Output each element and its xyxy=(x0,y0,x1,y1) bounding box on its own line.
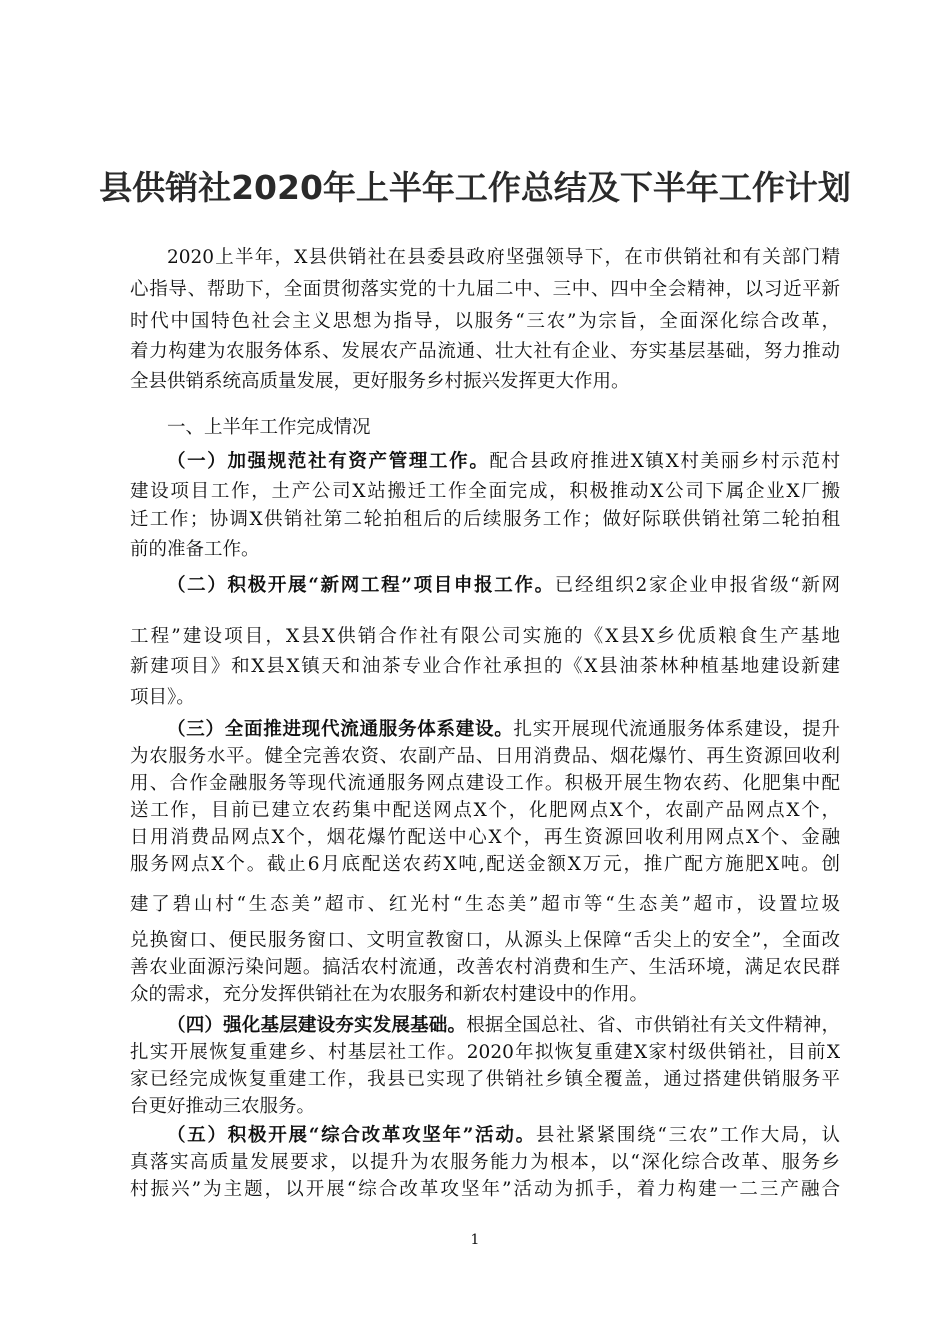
item-2-text: 已经组织2家企业申报省级“新网 xyxy=(554,575,840,596)
document-title: 县供销社2020年上半年工作总结及下半年工作计划 xyxy=(99,168,851,207)
intro-line: 着力构建为农服务体系、发展农产品流通、壮大社有企业、夯实基层基础，努力推动 xyxy=(130,341,840,362)
item-2-paragraph xyxy=(130,570,840,714)
item-3-line: 善农业面源污染问题。搞活农村流通，改善农村消费和生产、生活环境，满足农民群 xyxy=(130,957,840,978)
item-2-heading: （二）积极开展“新网工程”项目申报工作。 xyxy=(167,575,555,596)
item-1-text: 配合县政府推进X镇X村美丽乡村示范村 xyxy=(489,451,840,472)
intro-paragraph xyxy=(130,242,840,398)
item-3-line: 众的需求，充分发挥供销社在为农服务和新农村建设中的作用。 xyxy=(130,984,649,1005)
item-4-line xyxy=(130,1012,840,1039)
item-3-line xyxy=(130,716,840,743)
item-4-heading: （四）强化基层建设夯实发展基础。 xyxy=(167,1015,467,1036)
intro-line: 心指导、帮助下，全面贯彻落实党的十九届二中、三中、四中全会精神，以习近平新 xyxy=(130,279,840,300)
item-2-line: 新建项目》和X县X镇天和油茶专业合作社承担的《X县油茶林种植基地建设新建 xyxy=(130,656,840,677)
item-4-line: 台更好推动三农服务。 xyxy=(130,1096,316,1117)
item-4-text: 根据全国总社、省、市供销社有关文件精神， xyxy=(466,1015,840,1036)
item-3-line: 建了碧山村“生态美”超市、红光村“生态美”超市等“生态美”超市，设置垃圾 xyxy=(130,894,840,915)
item-1-paragraph xyxy=(130,446,840,566)
item-3-line: 用、合作金融服务等现代流通服务网点建设工作。积极开展生物农药、化肥集中配 xyxy=(130,773,840,794)
section-heading: 一、上半年工作完成情况 xyxy=(167,417,371,438)
item-2-line xyxy=(130,570,840,622)
page-number: 1 xyxy=(470,1232,480,1248)
item-5-text: 县社紧紧围绕“三农”工作大局，认 xyxy=(535,1125,840,1146)
item-3-heading: （三）全面推进现代流通服务体系建设。 xyxy=(167,719,514,740)
item-3-paragraph xyxy=(130,716,840,1008)
item-4-paragraph xyxy=(130,1012,840,1120)
item-4-line: 扎实开展恢复重建乡、村基层社工作。2020年拟恢复重建X家村级供销社，目前X xyxy=(130,1042,840,1063)
intro-line: 全县供销系统高质量发展，更好服务乡村振兴发挥更大作用。 xyxy=(130,371,630,392)
intro-line: 2020上半年，X县供销社在县委县政府坚强领导下，在市供销社和有关部门精 xyxy=(167,247,840,268)
item-1-line: 建设项目工作，土产公司X站搬迁工作全面完成，积极推动X公司下属企业X厂搬 xyxy=(130,481,840,502)
item-5-line: 真落实高质量发展要求，以提升为农服务能力为根本，以“深化综合改革、服务乡 xyxy=(130,1152,840,1173)
item-3-line: 送工作，目前已建立农药集中配送网点X个，化肥网点X个，农副产品网点X个， xyxy=(130,800,840,821)
item-5-line: 村振兴”为主题，以开展“综合改革攻坚年”活动为抓手，着力构建一二三产融合 xyxy=(130,1179,840,1200)
item-3-line: 为农服务水平。健全完善农资、农副产品、日用消费品、烟花爆竹、再生资源回收利 xyxy=(130,746,840,767)
item-3-text: 扎实开展现代流通服务体系建设，提升 xyxy=(513,719,840,740)
item-5-line xyxy=(130,1122,840,1149)
item-1-line xyxy=(130,446,840,478)
item-2-line: 项目》。 xyxy=(130,687,195,708)
item-3-line: 兑换窗口、便民服务窗口、文明宣教窗口，从源头上保障“舌尖上的安全”，全面改 xyxy=(130,930,840,951)
item-1-heading: （一）加强规范社有资产管理工作。 xyxy=(167,451,490,472)
item-3-line: 服务网点X个。截止6月底配送农药X吨,配送金额X万元，推广配方施肥X吨。创 xyxy=(130,854,840,875)
item-5-heading: （五）积极开展“综合改革攻坚年”活动。 xyxy=(167,1125,536,1146)
intro-line: 时代中国特色社会主义思想为指导，以服务“三农”为宗旨，全面深化综合改革， xyxy=(130,311,840,332)
item-5-paragraph xyxy=(130,1122,840,1203)
item-1-line: 前的准备工作。 xyxy=(130,539,260,560)
item-3-line: 日用消费品网点X个，烟花爆竹配送中心X个，再生资源回收利用网点X个、金融 xyxy=(130,827,840,848)
item-4-line: 家已经完成恢复重建工作，我县已实现了供销社乡镇全覆盖，通过搭建供销服务平 xyxy=(130,1069,840,1090)
item-1-line: 迁工作；协调X供销社第二轮拍租后的后续服务工作；做好际联供销社第二轮拍租 xyxy=(130,509,840,530)
item-2-line: 工程”建设项目，X县X供销合作社有限公司实施的《X县X乡优质粮食生产基地 xyxy=(130,626,840,647)
